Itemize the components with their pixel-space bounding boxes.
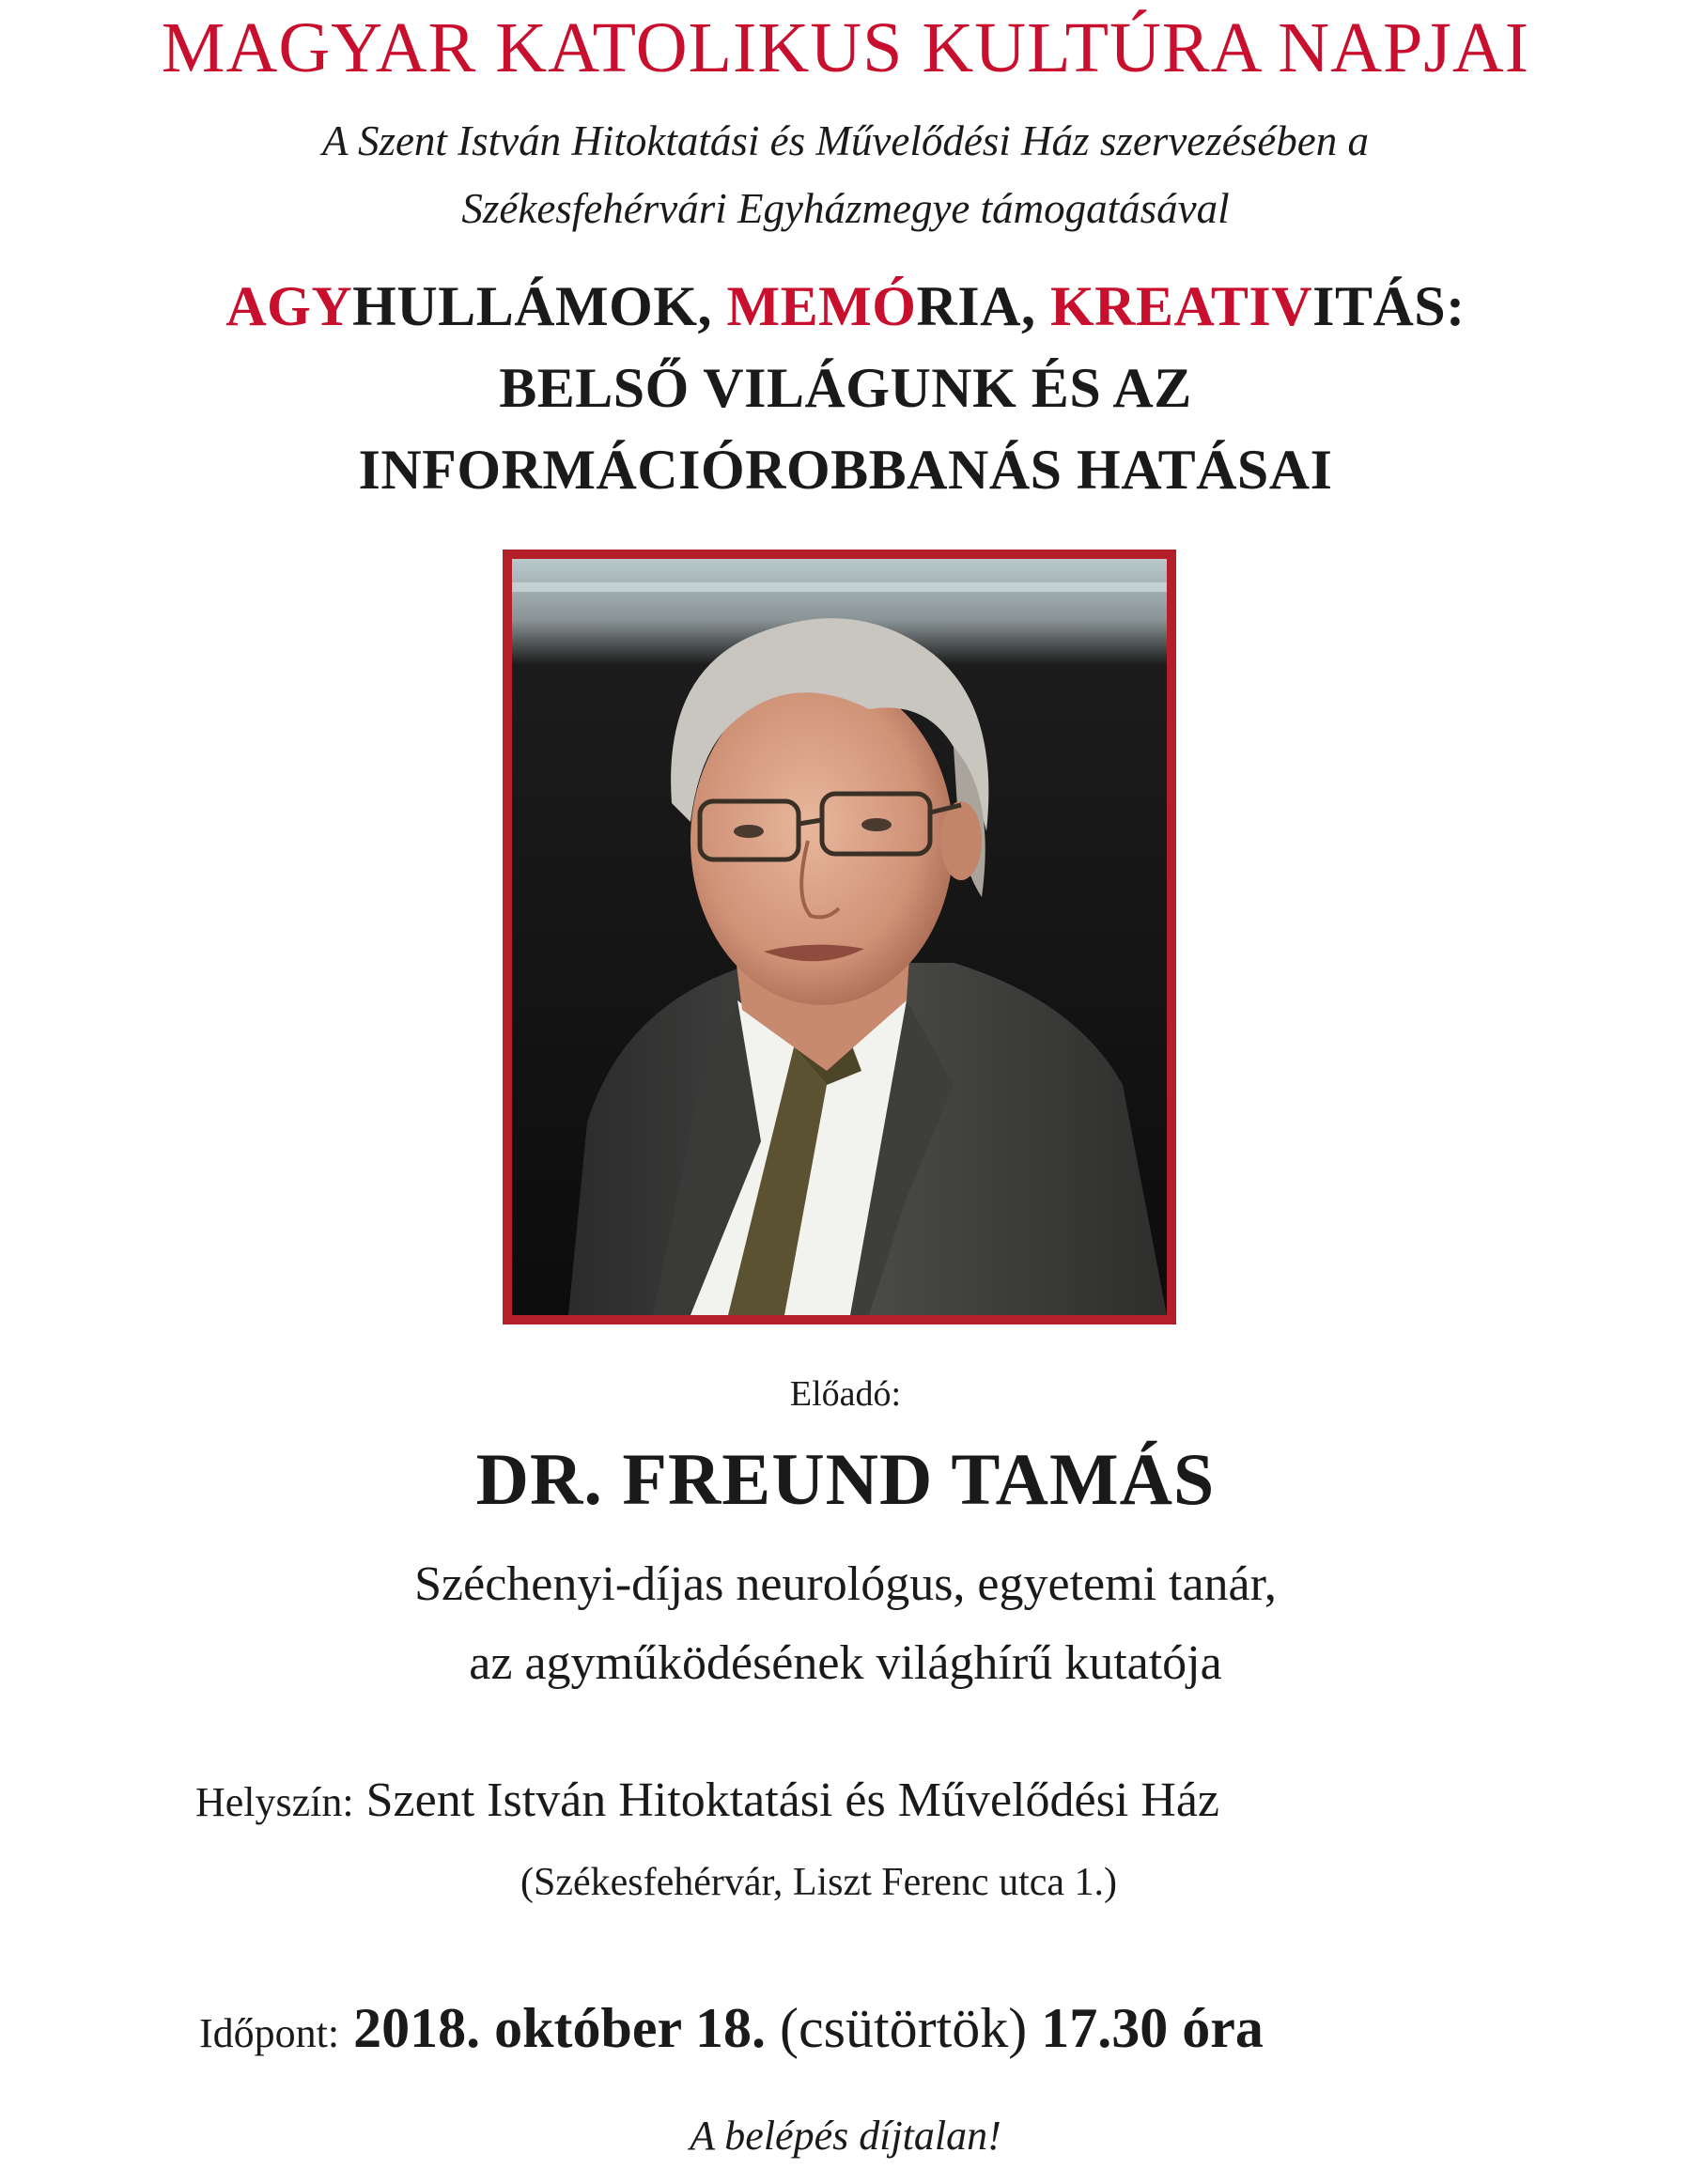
date-label: Időpont: bbox=[199, 2010, 340, 2056]
date-line bbox=[199, 1996, 1264, 2061]
presenter-name: DR. FREUND TAMÁS bbox=[475, 1438, 1216, 1520]
presenter-photo bbox=[503, 550, 1176, 1324]
title-black-hullamok: HULLÁMOK, bbox=[352, 275, 727, 337]
admission-note: A belépés díjtalan! bbox=[690, 2113, 1001, 2159]
lecture-title-line-1 bbox=[0, 266, 1691, 348]
presenter-portrait-illustration bbox=[512, 559, 1167, 1315]
event-date: 2018. október 18. bbox=[353, 1997, 767, 2059]
event-weekday: (csütörtök) bbox=[780, 1997, 1028, 2059]
presenter-description-line-1: Széchenyi-díjas neurológus, egyetemi tanár, bbox=[414, 1557, 1277, 1611]
title-black-ria: RIA, bbox=[916, 275, 1050, 337]
venue-label: Helyszín: bbox=[195, 1779, 354, 1825]
organizer-line-1: A Szent István Hitoktatási és Művelődési Ház szervezésében a bbox=[322, 117, 1369, 164]
venue-address: (Székesfehérvár, Liszt Ferenc utca 1.) bbox=[520, 1861, 1118, 1904]
presenter-description-line-2: az agyműködésének világhírű kutatója bbox=[469, 1636, 1222, 1690]
title-red-agy: AGY bbox=[225, 275, 353, 337]
lecture-title-line-2: BELSŐ VILÁGUNK ÉS AZ bbox=[499, 357, 1192, 419]
presenter-description bbox=[0, 1545, 1691, 1703]
venue-name: Szent István Hitoktatási és Művelődési Ház bbox=[365, 1774, 1219, 1827]
organizer-line-2: Székesfehérvári Egyházmegye támogatásával bbox=[461, 185, 1230, 232]
festival-title: MAGYAR KATOLIKUS KULTÚRA NAPJAI bbox=[161, 8, 1530, 87]
lecture-title bbox=[0, 266, 1691, 511]
lecture-title-line-3: INFORMÁCIÓROBBANÁS HATÁSAI bbox=[358, 439, 1333, 501]
title-red-memo: MEMÓ bbox=[726, 275, 917, 337]
presenter-label: Előadó: bbox=[789, 1374, 902, 1414]
title-red-kreativ: KREATIV bbox=[1049, 275, 1313, 337]
title-black-itas: ITÁS: bbox=[1312, 275, 1466, 337]
event-time: 17.30 óra bbox=[1041, 1997, 1264, 2059]
organizer-text bbox=[0, 107, 1691, 242]
venue bbox=[195, 1773, 1219, 1828]
